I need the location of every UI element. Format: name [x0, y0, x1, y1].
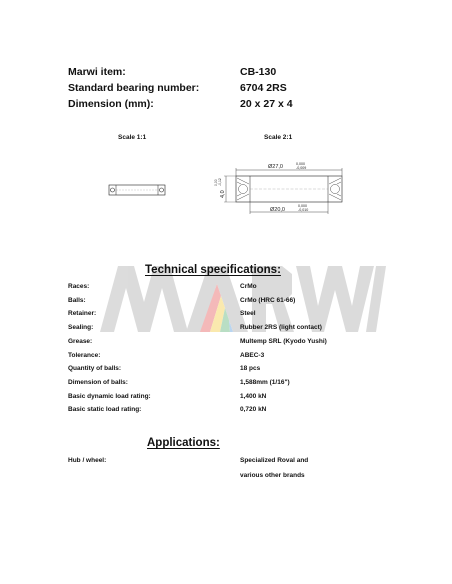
spec-value: CrMo (HRC 61-66) — [240, 297, 296, 304]
application-value-line-2: various other brands — [240, 472, 305, 479]
spec-label: Basic dynamic load rating: — [68, 393, 151, 400]
scale-2-label: Scale 2:1 — [264, 134, 293, 141]
outer-diameter-text: Ø27,0 — [268, 164, 283, 170]
spec-label: Dimension of balls: — [68, 379, 128, 386]
spec-label: Basic static load rating: — [68, 406, 142, 413]
outer-tolerance-upper: 0,000 — [296, 162, 305, 166]
width-tolerance-upper: 0,00 — [214, 179, 218, 186]
spec-value: Multemp SRL (Kyodo Yushi) — [240, 338, 327, 345]
application-label: Hub / wheel: — [68, 457, 107, 464]
spec-label: Quantity of balls: — [68, 365, 122, 372]
bearing-number-value: 6704 2RS — [240, 82, 287, 94]
spec-value: ABEC-3 — [240, 352, 265, 359]
application-value-line-1: Specialized Roval and — [240, 457, 309, 464]
bearing-drawing-scale-2 — [212, 158, 362, 220]
marwi-item-value: CB-130 — [240, 66, 277, 78]
spec-label: Tolerance: — [68, 352, 101, 359]
spec-value: Steel — [240, 310, 256, 317]
outer-tolerance-lower: -0,009 — [296, 166, 307, 170]
applications-title: Applications: — [147, 437, 220, 449]
spec-label: Grease: — [68, 338, 93, 345]
spec-label: Races: — [68, 283, 90, 290]
width-dimension-text: 4,0 — [220, 190, 226, 198]
spec-label: Balls: — [68, 297, 86, 304]
spec-value: CrMo — [240, 283, 257, 290]
spec-value: 1,400 kN — [240, 393, 267, 400]
inner-tolerance-lower: -0,010 — [298, 208, 309, 212]
spec-value: 1,588mm (1/16") — [240, 379, 290, 386]
inner-diameter-text: Ø20,0 — [270, 207, 285, 213]
technical-specifications-title: Technical specifications: — [145, 264, 281, 276]
spec-label: Retainer: — [68, 310, 97, 317]
width-tolerance-lower: -0,12 — [218, 178, 222, 186]
bearing-drawing-scale-1 — [108, 183, 166, 197]
inner-tolerance-upper: 0,000 — [298, 204, 307, 208]
spec-value: 18 pcs — [240, 365, 261, 372]
scale-1-label: Scale 1:1 — [118, 134, 147, 141]
marwi-item-label: Marwi item: — [68, 66, 126, 78]
spec-label: Sealing: — [68, 324, 94, 331]
dimension-value: 20 x 27 x 4 — [240, 98, 293, 110]
bearing-number-label: Standard bearing number: — [68, 82, 200, 94]
spec-value: Rubber 2RS (light contact) — [240, 324, 322, 331]
spec-value: 0,720 kN — [240, 406, 267, 413]
dimension-label: Dimension (mm): — [68, 98, 154, 110]
